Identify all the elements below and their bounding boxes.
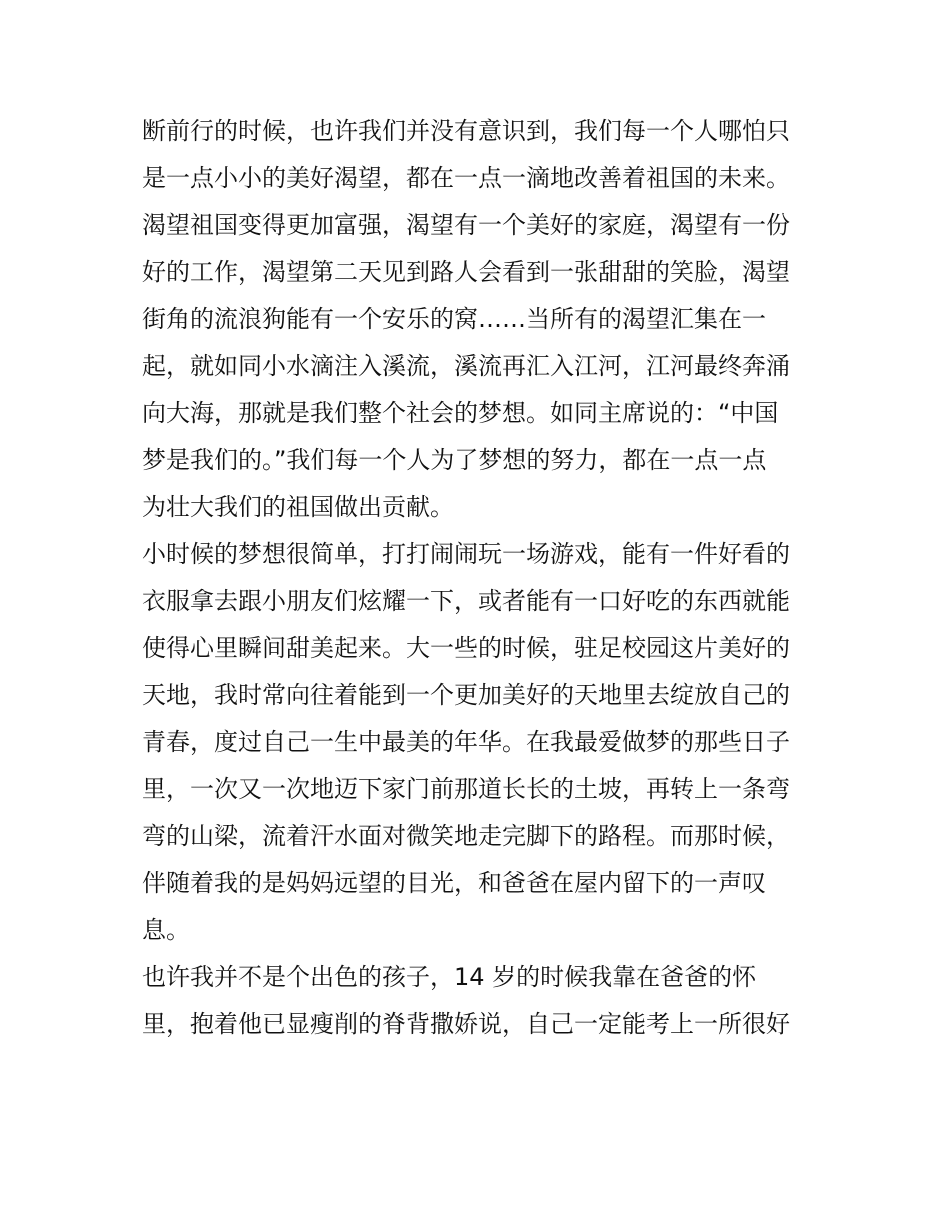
text-line: 好的工作，渴望第二天见到路人会看到一张甜甜的笑脸，渴望	[142, 258, 790, 286]
text-line: 青春，度过自己一生中最美的年华。在我最爱做梦的那些日子	[142, 728, 790, 756]
text-line: 也许我并不是个出色的孩子，14 岁的时候我靠在爸爸的怀	[142, 963, 757, 991]
text-line: 里，抱着他已显瘦削的脊背撒娇说，自己一定能考上一所很好	[142, 1010, 790, 1038]
text-line: 向大海，那就是我们整个社会的梦想。如同主席说的：“中国	[142, 399, 779, 427]
text-line: 伴随着我的是妈妈远望的目光，和爸爸在屋内留下的一声叹	[142, 869, 766, 897]
text-line: 弯的山梁，流着汗水面对微笑地走完脚下的路程。而那时候，	[142, 822, 790, 850]
text-line: 为壮大我们的祖国做出贡献。	[142, 493, 454, 521]
text-line: 衣服拿去跟小朋友们炫耀一下，或者能有一口好吃的东西就能	[142, 587, 790, 615]
text-line: 梦是我们的。”我们每一个人为了梦想的努力，都在一点一点	[142, 446, 767, 474]
text-line: 渴望祖国变得更加富强，渴望有一个美好的家庭，渴望有一份	[142, 211, 790, 239]
text-line: 是一点小小的美好渴望，都在一点一滴地改善着祖国的未来。	[142, 164, 790, 192]
text-line: 使得心里瞬间甜美起来。大一些的时候，驻足校园这片美好的	[142, 634, 790, 662]
text-line: 天地，我时常向往着能到一个更加美好的天地里去绽放自己的	[142, 681, 790, 709]
text-line: 起，就如同小水滴注入溪流，溪流再汇入江河，江河最终奔涌	[142, 352, 790, 380]
body-text	[142, 108, 822, 1048]
text-line: 里，一次又一次地迈下家门前那道长长的土坡，再转上一条弯	[142, 775, 790, 803]
text-line: 小时候的梦想很简单，打打闹闹玩一场游戏，能有一件好看的	[142, 540, 790, 568]
text-line: 街角的流浪狗能有一个安乐的窝……当所有的渴望汇集在一	[142, 305, 766, 333]
text-line: 断前行的时候，也许我们并没有意识到，我们每一个人哪怕只	[142, 117, 790, 145]
text-line: 息。	[142, 916, 190, 944]
